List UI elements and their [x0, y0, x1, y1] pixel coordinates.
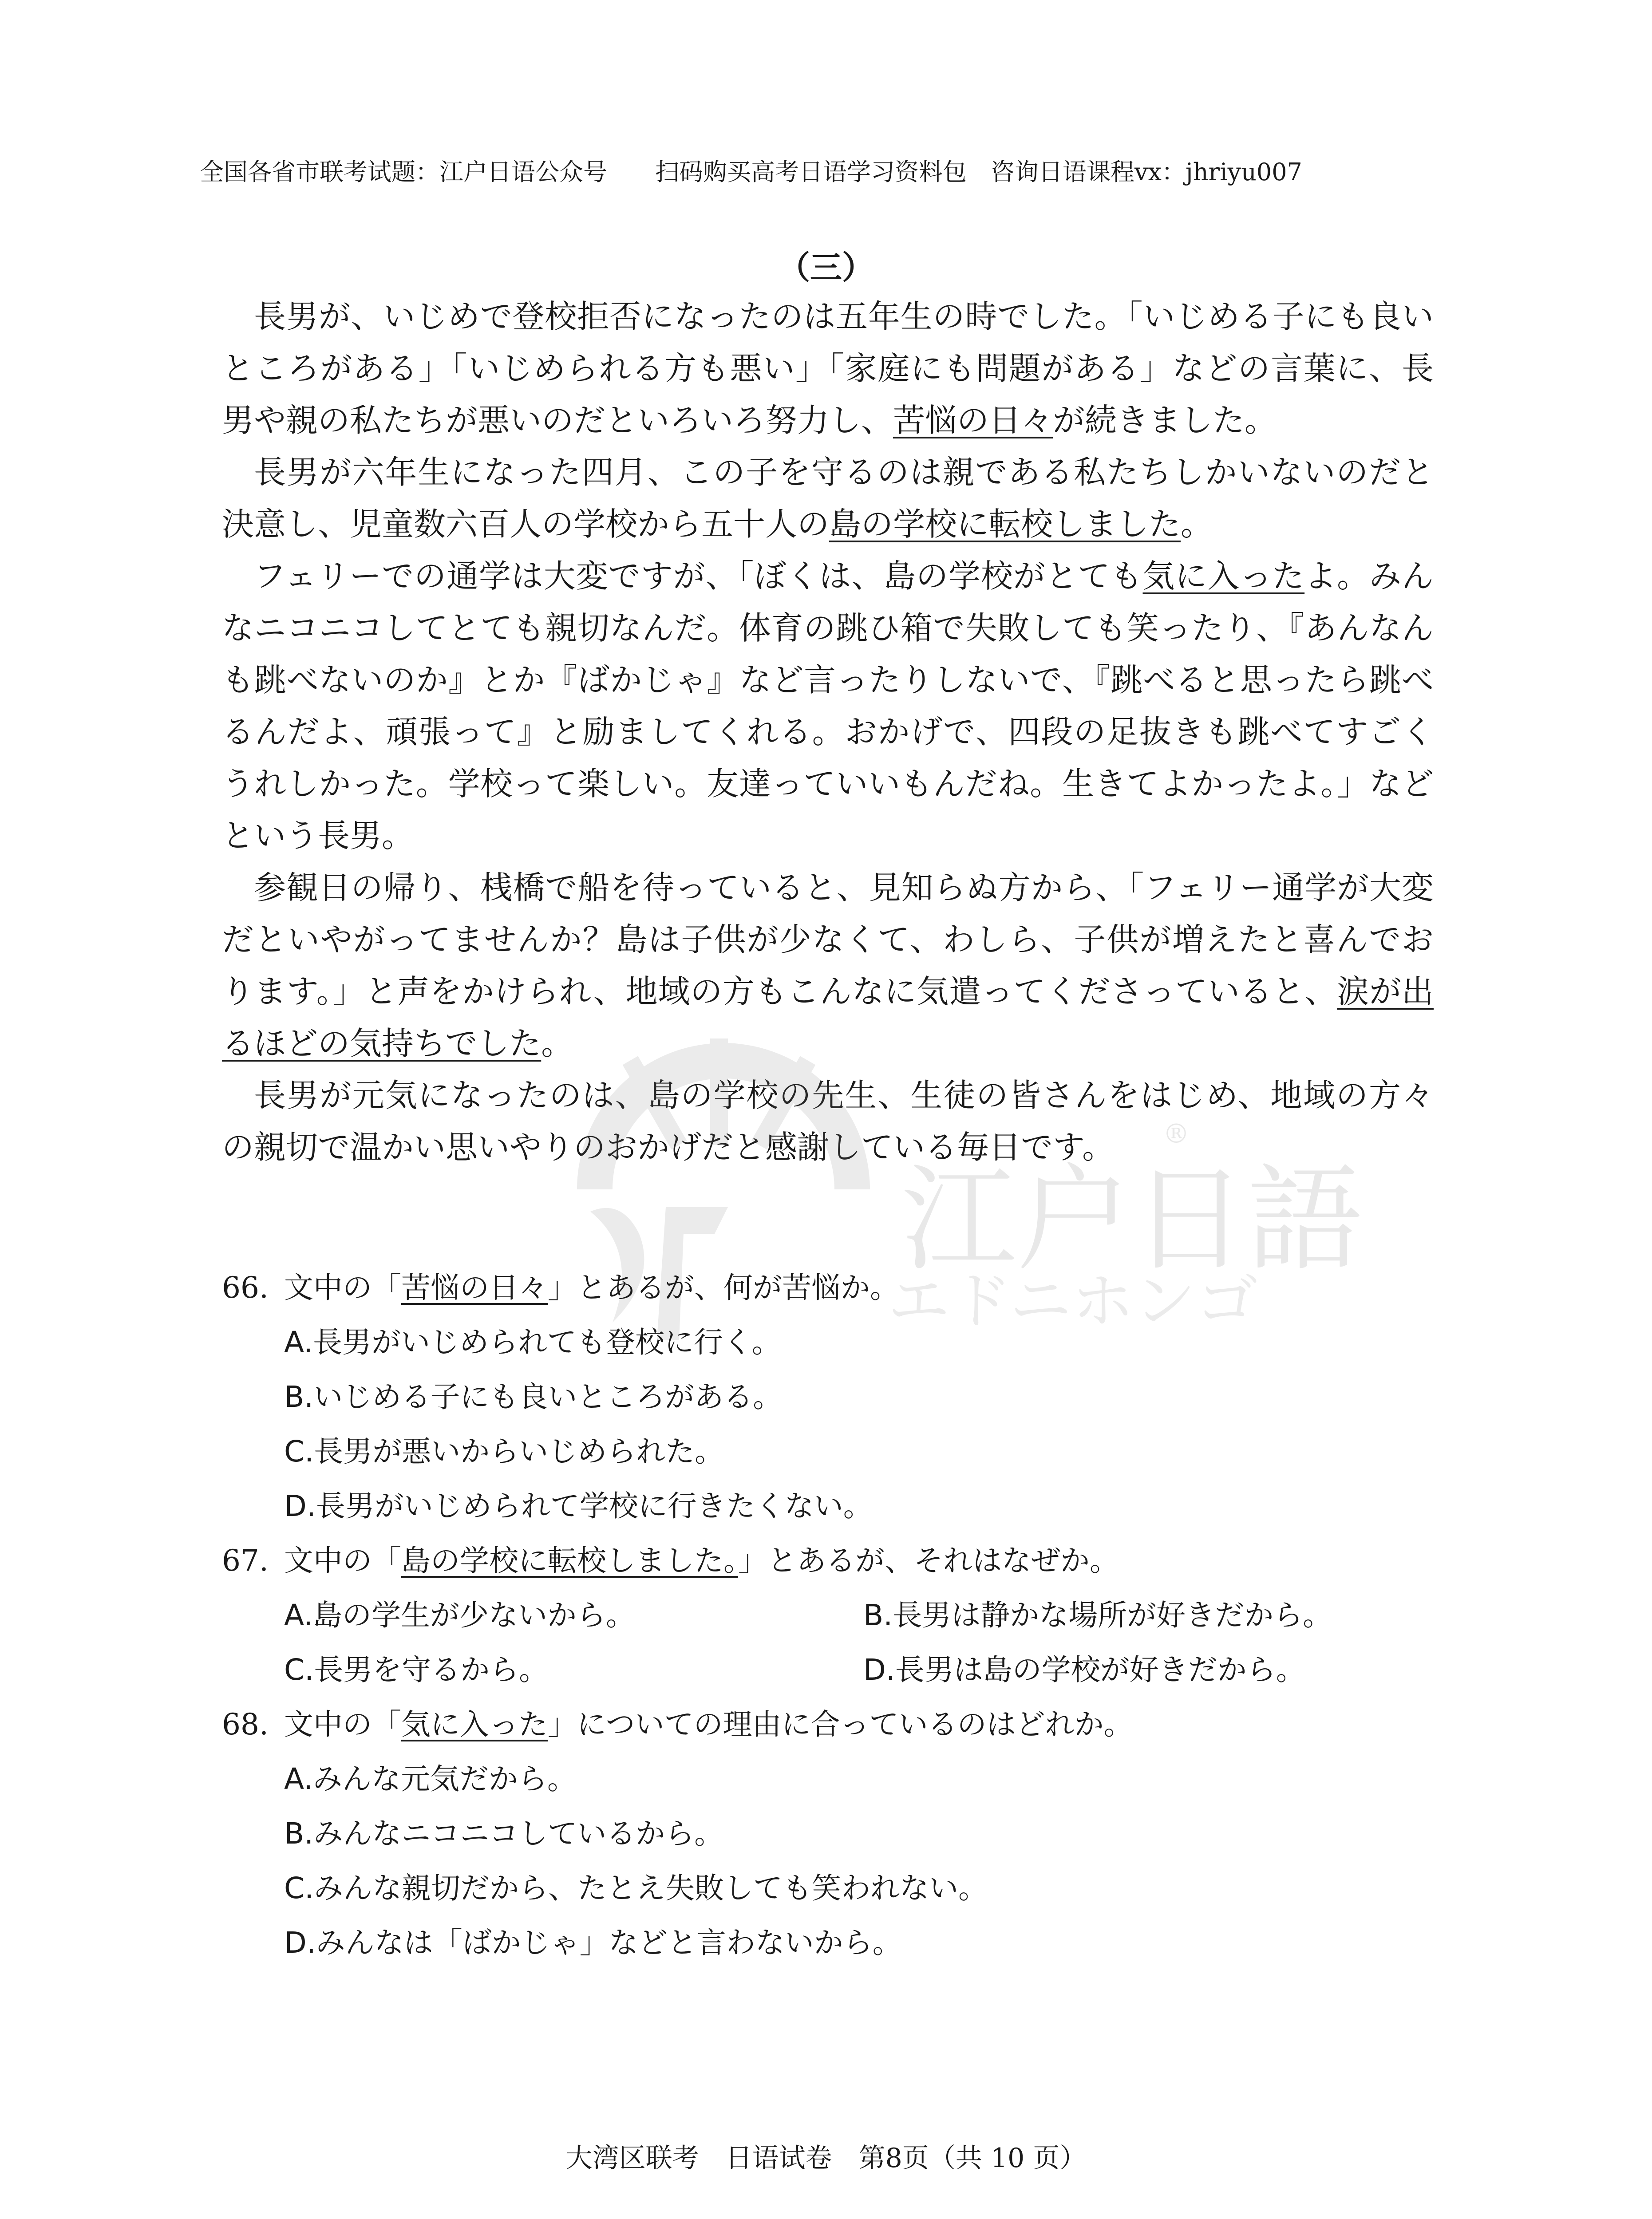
question-67-option-c: C.長男を守るから。	[284, 1653, 549, 1687]
stem-underline: 苦悩の日々	[401, 1271, 548, 1305]
passage-paragraph-4	[222, 862, 1434, 1070]
p1-text-after: が続きました。	[1053, 402, 1277, 439]
underline-ki-ni-itta: 気に入った	[1142, 557, 1305, 595]
question-68-option-d: D.みんなは「ばかじゃ」などと言わないから。	[284, 1926, 902, 1960]
watermark-sub-text: エドニホンゴ	[888, 1265, 1258, 1338]
p4-text-after: 。	[541, 1025, 573, 1062]
p1-text-before: 長男が、いじめで登校拒否になったのは五年生の時でした。「いじめる子にも良いところがある」「いじめられる方も悪い」「家庭にも問題がある」などの言葉に、長男や親の私たちが悪いのだといろいろ努力し、	[222, 298, 1434, 439]
question-67-option-a: A.島の学生が少ないから。	[284, 1598, 635, 1632]
stem-after: 」についての理由に合っているのはどれか。	[548, 1707, 1133, 1741]
question-67-stem	[222, 1533, 1443, 1588]
stem-before: 文中の「	[284, 1707, 401, 1741]
stem-before: 文中の「	[284, 1271, 401, 1305]
section-title: （三）	[778, 249, 874, 286]
p4-text-before: 参観日の帰り、桟橋で船を待っていると、見知らぬ方から、「フェリー通学が大変だといやがってませんか？島は子供が少なくて、わしら、子供が増えたと喜んでおります。」と声をかけられ、地域の方もこんなに気遣ってくださっていると、	[222, 869, 1434, 1010]
underline-tenkou: 島の学校に転校しました	[829, 505, 1181, 543]
question-67-option-b: B.長男は静かな場所が好きだから。	[863, 1598, 1332, 1632]
question-66-option-d: D.長男がいじめられて学校に行きたくない。	[284, 1489, 873, 1523]
page-header	[200, 153, 1487, 187]
question-66-option-a: A.長男がいじめられても登校に行く。	[284, 1325, 781, 1359]
passage-paragraph-5: 長男が元気になったのは、島の学校の先生、生徒の皆さんをはじめ、地域の方々の親切で温かい思いやりのおかげだと感謝している毎日です。	[222, 1077, 1434, 1166]
question-67-option-d: D.長男は島の学校が好きだから。	[863, 1653, 1305, 1687]
passage-paragraph-2	[222, 446, 1434, 550]
question-number: 67.	[222, 1544, 269, 1578]
watermark-registered-mark: ®	[1163, 1118, 1190, 1149]
watermark-logo-text: 江户日語	[901, 1153, 1363, 1287]
stem-underline: 気に入った	[401, 1707, 548, 1741]
question-68-stem	[222, 1697, 1443, 1752]
passage-paragraph-3	[222, 550, 1434, 862]
question-67-options-row-2	[222, 1643, 1443, 1697]
question-66-option-b: B.いじめる子にも良いところがある。	[284, 1380, 783, 1414]
passage-paragraph-1	[222, 291, 1434, 446]
stem-before: 文中の「	[284, 1544, 401, 1578]
question-67-options-row-1	[222, 1588, 1443, 1643]
p2-text-before: 長男が六年生になった四月、この子を守るのは親である私たちしかいないのだと決意し、児童数六百人の学校から五十人の	[222, 454, 1434, 543]
page-footer: 大湾区联考 日语试卷 第8页（共 10 页）	[565, 2143, 1087, 2174]
underline-namida: 涙が出るほどの気持ちでした	[222, 973, 1434, 1062]
question-68-option-c: C.みんな親切だから、たとえ失敗しても笑われない。	[284, 1871, 988, 1905]
question-number: 66.	[222, 1271, 269, 1305]
question-68-option-b: B.みんなニコニコしているから。	[284, 1816, 724, 1851]
stem-underline: 島の学校に転校しました。	[401, 1544, 738, 1578]
p2-text-after: 。	[1181, 505, 1213, 543]
p3-text-after: よ。みんなニコニコしてとても親切なんだ。体育の跳ひ箱で失敗しても笑ったり、『あんなんも跳べないのか』とか『ばかじゃ』など言ったりしないで、『跳べると思ったら跳べるんだよ、頑張って』と励ましてくれる。おかげで、四段の足抜きも跳べてすごくうれしかった。学校って楽しい。友達っていいもんだね。生きてよかったよ。」などという長男。	[222, 557, 1434, 854]
header-text: 全国各省市联考试题：江户日语公众号 扫码购买高考日语学习资料包 咨询日语课程vx：jhriyu007	[200, 158, 1302, 186]
stem-after: 」とあるが、何が苦悩か。	[548, 1271, 899, 1305]
question-66-stem	[222, 1260, 1443, 1315]
reading-passage	[222, 291, 1434, 1173]
stem-after: 」とあるが、それはなぜか。	[738, 1544, 1119, 1578]
p3-text-before: フェリーでの通学は大変ですが、「ぼくは、島の学校がとても	[254, 557, 1143, 595]
question-68-option-a: A.みんな元気だから。	[284, 1762, 577, 1796]
questions-section	[222, 1260, 1443, 1970]
question-number: 68.	[222, 1707, 269, 1741]
underline-kunou-no-hibi: 苦悩の日々	[893, 402, 1053, 439]
question-66-option-c: C.長男が悪いからいじめられた。	[284, 1434, 724, 1469]
